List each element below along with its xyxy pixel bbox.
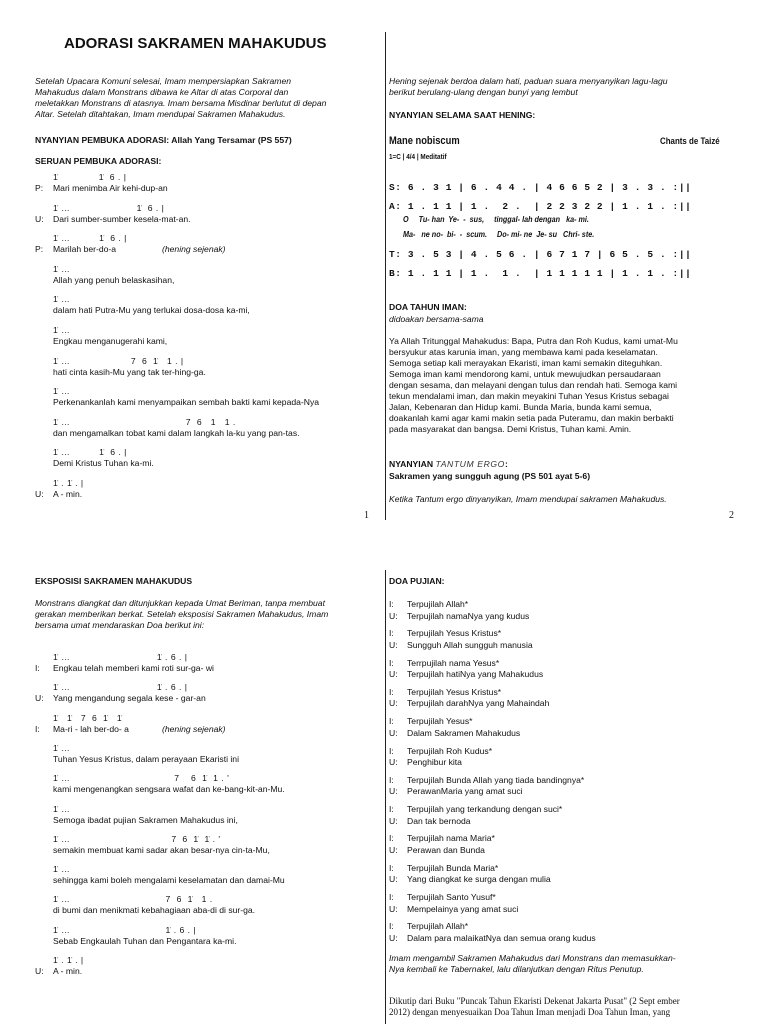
leader-label: I: xyxy=(389,628,394,639)
response-text: Perawan dan Bunda xyxy=(407,844,485,855)
leader-label: I: xyxy=(389,833,394,844)
response-row xyxy=(389,874,551,885)
people-label: U: xyxy=(389,757,398,767)
text-line: Allah yang penuh belaskasihan, xyxy=(53,274,175,285)
invocation-text: Terpujilah Santo Yusuf* xyxy=(407,892,496,902)
invocation-row xyxy=(389,599,468,610)
invocation-row xyxy=(389,833,495,844)
invocation-row xyxy=(389,746,492,757)
speaker-label: P: xyxy=(35,183,44,193)
lyric-line-2: Ma- ne no- bi- - scum. Do- mi- ne Je- su Chri- ste. xyxy=(403,230,595,239)
text-line: kami mengenangkan sengsara wafat dan ke-bang-kit-an-Mu. xyxy=(53,784,285,795)
text-line: di bumi dan menikmati kebahagiaan aba-di di sur-ga. xyxy=(53,905,256,916)
text-line: A - min. xyxy=(53,966,83,976)
response-row xyxy=(389,757,462,768)
speaker-label: U: xyxy=(35,966,44,976)
intro-text xyxy=(389,76,734,98)
text-line: semakin membuat kami sadar akan besar-nya cin-ta-Mu, xyxy=(53,844,270,855)
text-line: Demi Kristus Tuhan ka-mi. xyxy=(53,458,154,469)
response-row xyxy=(389,904,518,915)
speaker-label: U: xyxy=(35,693,44,704)
notation-line: 1̇ … 1̇ 6 . | xyxy=(53,233,127,244)
text-line: Yang mengandung segala kese - gar-an xyxy=(53,693,206,704)
prayer-line: pada masyarakat dan bangsa. Demi Kristus, Tuhan kami. Amin. xyxy=(389,424,632,434)
intro-line: meletakkan Monstrans di atasnya. Imam bersama Misdinar berlutut di depan xyxy=(35,98,327,108)
leader-label: I: xyxy=(389,804,394,815)
invocation-row xyxy=(389,863,498,874)
notation-line: 1̇ 1̇ 7 6 1̇ 1̇ xyxy=(53,712,123,723)
response-row xyxy=(389,669,543,680)
response-text: Mempelainya yang amat suci xyxy=(407,903,519,914)
people-label: U: xyxy=(389,844,398,855)
leader-label: I: xyxy=(389,599,394,609)
seruan-heading: SERUAN PEMBUKA ADORASI: xyxy=(35,156,162,166)
text-line: A - min. xyxy=(53,489,83,499)
doa-subheading: didoakan bersama-sama xyxy=(389,314,484,324)
invocation-text: Terpujilah nama Maria* xyxy=(407,833,495,844)
intro-text xyxy=(35,598,380,631)
prayer-line: bersyukur atas karunia iman, yang membawa kami pada keselamatan. xyxy=(389,347,658,357)
response-text: Terpujilah namaNya yang kudus xyxy=(407,610,530,621)
doa-heading: DOA TAHUN IMAN: xyxy=(389,302,467,312)
intro-line: Mahakudus dalam Monstrans dibawa ke Altar di atas Corporal dan xyxy=(35,87,289,97)
response-text: Terpujilah darahNya yang Mahaindah xyxy=(407,698,550,709)
tantum-note: Ketika Tantum ergo dinyanyikan, Imam mendupai sakramen Mahakudus. xyxy=(389,494,667,504)
rubric-note: (hening sejenak) xyxy=(162,244,226,255)
invocation-row xyxy=(389,892,496,903)
people-label: U: xyxy=(389,727,398,738)
invocation-text: Terpujilah Allah* xyxy=(407,599,469,609)
intro-line: Setelah Upacara Komuni selesai, Imam mempersiapkan Sakramen xyxy=(35,76,292,86)
invocation-text: Terpujilah Yesus Kristus* xyxy=(407,686,502,697)
hymn-heading: NYANYIAN PEMBUKA ADORASI: Allah Yang Tersamar (PS 557) xyxy=(35,135,292,145)
intro-line: Hening sejenak berdoa dalam hati, paduan suara menyanyikan lagu-lagu xyxy=(389,76,668,86)
leader-label: I: xyxy=(389,774,394,785)
text-line: dan mengamalkan tobat kami dalam langkah la-ku yang pan-tas. xyxy=(53,427,300,438)
people-label: U: xyxy=(389,610,398,621)
alto-line: A: 1 . 1 1 | 1 . 2 . | 2 2 3 2 2 | 1 . 1 . :|| xyxy=(389,201,692,212)
page-number: 2 xyxy=(729,510,734,521)
prayer-line: tekun mendalami iman, dan makin meyakini Tuhan Yesus Kristus sebagai xyxy=(389,391,669,401)
text-line: dalam hati Putra-Mu yang terlukai dosa-dosa ka-mi, xyxy=(53,305,250,316)
text-line: Dari sumber-sumber kesela-mat-an. xyxy=(53,213,191,224)
people-label: U: xyxy=(389,786,398,797)
text-line: Tuhan Yesus Kristus, dalam perayaan Ekaristi ini xyxy=(53,753,239,764)
page-title: ADORASI SAKRAMEN MAHAKUDUS xyxy=(64,35,327,52)
rubric-note: (hening sejenak) xyxy=(162,723,226,734)
speaker-label: P: xyxy=(35,244,44,255)
invocation-text: Terrpujilah nama Yesus* xyxy=(407,657,500,668)
response-text: PerawanMaria yang amat suci xyxy=(407,786,523,797)
response-row xyxy=(389,611,529,622)
response-row xyxy=(389,816,471,827)
people-label: U: xyxy=(389,698,398,709)
notation-line: 1̇ … 1̇ 6 . | xyxy=(53,447,127,458)
page-number: 1 xyxy=(364,510,369,521)
response-row xyxy=(389,728,520,739)
leader-label: I: xyxy=(389,716,394,727)
response-text: Dan tak bernoda xyxy=(407,815,471,826)
notation-line: 1̇ … 1̇ 6 . | xyxy=(53,202,165,213)
text-line: Engkau menganugerahi kami, xyxy=(53,336,168,346)
response-row xyxy=(389,845,485,856)
song-credit: Chants de Taizé xyxy=(660,136,720,146)
response-text: Terpujilah hatiNya yang Mahakudus xyxy=(407,669,544,680)
notation-line: 1̇ . 1̇ . | xyxy=(53,955,84,965)
prayer-text xyxy=(389,336,734,435)
response-row xyxy=(389,933,596,944)
column-divider xyxy=(385,32,386,520)
invocation-row xyxy=(389,658,499,669)
prayer-line: Jalan, Kebenaran dan Hidup kami. Bunda Maria, bunda kami semua, xyxy=(389,402,652,412)
people-label: U: xyxy=(389,815,398,826)
people-label: U: xyxy=(389,932,398,943)
notation-line: 1̇ … xyxy=(53,803,71,814)
invocation-text: Terpujilah Roh Kudus* xyxy=(407,745,493,756)
column-divider xyxy=(385,570,386,1024)
notation-line: 1̇ … xyxy=(53,294,71,305)
invocation-text: Terpujilah Allah* xyxy=(407,921,469,932)
people-label: U: xyxy=(389,639,398,650)
intro-line: Altar. Setelah ditahtakan, Imam mendupai Sakramen Mahakudus. xyxy=(35,109,286,119)
notation-line: 1̇ … xyxy=(53,325,71,335)
speaker-label: I: xyxy=(35,723,40,734)
intro-line: gerakan memberikan berkat. Setelah eksposisi Sakramen Mahakudus, Imam xyxy=(35,609,329,619)
invocation-row xyxy=(389,716,472,727)
hening-heading: NYANYIAN SELAMA SAAT HENING: xyxy=(389,110,536,120)
text-line: Engkau telah memberi kami roti sur-ga- wi xyxy=(53,663,214,673)
invocation-row xyxy=(389,628,501,639)
invocation-text: Terpujilah yang terkandung dengan suci* xyxy=(407,804,563,815)
bass-line: B: 1 . 1 1 | 1 . 1 . | 1 1 1 1 1 | 1 . 1 . :|| xyxy=(389,268,692,279)
notation-line: 1̇ … 7 6 1̇ 1 . xyxy=(53,894,213,905)
invocation-row xyxy=(389,687,501,698)
invocation-text: Terpujilah Yesus* xyxy=(407,716,473,727)
text-line: Ma-ri - lah ber-do- a xyxy=(53,723,129,734)
invocation-text: Terpujilah Yesus Kristus* xyxy=(407,628,502,639)
leader-label: I: xyxy=(389,921,394,932)
prayer-line: Ya Allah Tritunggal Mahakudus: Bapa, Putra dan Roh Kudus, kami umat-Mu xyxy=(389,336,678,346)
notation-line: 1̇ … xyxy=(53,263,71,274)
notation-line: 1̇ … xyxy=(53,864,71,875)
invocation-row xyxy=(389,804,562,815)
closing-note xyxy=(389,953,734,975)
notation-line: 1̇ … 1̇ . 6 . | xyxy=(53,682,188,693)
response-row xyxy=(389,640,533,651)
song-title: Mane nobiscum xyxy=(389,135,460,147)
text-line: Marilah ber-do-a xyxy=(53,244,117,255)
text-line: sehingga kami boleh mengalami keselamatan dan damai-Mu xyxy=(53,875,285,886)
notation-line: 1̇ … xyxy=(53,386,71,397)
people-label: U: xyxy=(389,903,398,914)
response-text: Penghibur kita xyxy=(407,757,462,767)
source-note xyxy=(389,996,734,1018)
speaker-label: I: xyxy=(35,663,40,673)
response-text: Dalam para malaikatNya dan semua orang kudus xyxy=(407,932,596,943)
source-line: 2012) dengan menyesuaikan Doa Tahun Iman menjadi Doa Tahun Iman, yang xyxy=(389,1007,671,1017)
text-line: Sebab Engkaulah Tuhan dan Pengantara ka-mi. xyxy=(53,935,237,946)
speaker-label: U: xyxy=(35,213,44,224)
notation-line: 1̇ … 7 6 1 1 . xyxy=(53,416,236,427)
tantum-prefix: NYANYIAN xyxy=(389,459,434,469)
closing-line: Nya kembali ke Tabernakel, lalu dilanjutkan dengan Ritus Penutup. xyxy=(389,964,644,974)
prayer-line: dengan sesama, dan melayani dengan tulus dan rendah hati. Semoga kami xyxy=(389,380,678,390)
tenor-line: T: 3 . 5 3 | 4 . 5 6 . | 6 7 1 7 | 6 5 . 5 . :|| xyxy=(389,249,692,260)
text-line: Perkenankanlah kami menyampaikan sembah bakti kami kepada-Nya xyxy=(53,397,320,408)
notation-line: 1̇ … 1̇ . 6 . | xyxy=(53,652,188,662)
text-line: Semoga ibadat pujian Sakramen Mahakudus ini, xyxy=(53,814,238,825)
intro-line: Monstrans diangkat dan ditunjukkan kepada Umat Beriman, tanpa membuat xyxy=(35,598,325,608)
tantum-colon: : xyxy=(504,459,508,469)
text-line: hati cinta kasih-Mu yang tak ter-hing-ga. xyxy=(53,366,206,377)
prayer-line: Semoga iman kami mendorong kami, untuk mewujudkan persaudaraan xyxy=(389,369,661,379)
closing-line: Imam mengambil Sakramen Mahakudus dari Monstrans dan memasukkan- xyxy=(389,953,676,963)
tantum-word: TANTUM ERGO xyxy=(435,459,505,469)
speaker-label: U: xyxy=(35,489,44,499)
invocation-row xyxy=(389,775,584,786)
leader-label: I: xyxy=(389,862,394,873)
response-row xyxy=(389,698,549,709)
lyric-line-1: O Tu- han Ye- - sus, tinggal- lah dengan ka- mi. xyxy=(403,215,589,224)
tantum-subheading: Sakramen yang sungguh agung (PS 501 ayat 5-6) xyxy=(389,471,591,481)
prayer-line: doakanlah kami agar kami makin setia pada Puteramu, dan makin berbakti xyxy=(389,413,674,423)
notation-line: 1̇ . 1̇ . | xyxy=(53,478,84,488)
people-label: U: xyxy=(389,874,398,885)
eksposisi-heading: EKSPOSISI SAKRAMEN MAHAKUDUS xyxy=(35,576,193,586)
leader-label: I: xyxy=(389,686,394,697)
tantum-heading xyxy=(389,459,508,470)
invocation-text: Terpujilah Bunda Maria* xyxy=(407,862,499,873)
leader-label: I: xyxy=(389,745,394,756)
text-line: Mari menimba Air kehi-dup-an xyxy=(53,183,168,193)
notation-line: 1̇ … 7 6 1̇ 1 . ' xyxy=(53,773,230,784)
invocation-row xyxy=(389,921,468,932)
intro-line: bersama umat mendaraskan Doa berikut ini: xyxy=(35,620,205,630)
intro-line: berikut berulang-ulang dengan bunyi yang lembut xyxy=(389,87,578,97)
invocation-text: Terpujilah Bunda Allah yang tiada bandingnya* xyxy=(407,774,585,785)
response-text: Dalam Sakramen Mahakudus xyxy=(407,727,521,738)
response-text: Yang diangkat ke surga dengan mulia xyxy=(407,874,551,885)
leader-label: I: xyxy=(389,657,394,668)
notation-line: 1̇ … 7 6 1̇ 1̇ . ' xyxy=(53,833,221,844)
prayer-line: Semoga setiap kali merayakan Ekaristi, iman kami semakin diteguhkan. xyxy=(389,358,663,368)
notation-line: 1̇ … 7 6 1̇ 1 . | xyxy=(53,355,184,366)
people-label: U: xyxy=(389,669,398,680)
source-line: Dikutip dari Buku "Puncak Tahun Ekaristi Dekenat Jakarta Pusat" (2 Sept ember xyxy=(389,996,680,1006)
notation-line: 1̇ 1̇ 6 . | xyxy=(53,172,127,182)
response-text: Sungguh Allah sungguh manusia xyxy=(407,639,533,650)
doa-pujian-heading: DOA PUJIAN: xyxy=(389,576,445,586)
soprano-line: S: 6 . 3 1 | 6 . 4 4 . | 4 6 6 5 2 | 3 . 3 . :|| xyxy=(389,182,692,193)
notation-line: 1̇ … 1̇ . 6 . | xyxy=(53,924,197,935)
response-row xyxy=(389,786,523,797)
song-key: 1=C | 4/4 | Meditatif xyxy=(389,152,447,161)
leader-label: I: xyxy=(389,892,394,902)
notation-line: 1̇ … xyxy=(53,742,71,753)
intro-text xyxy=(35,76,380,120)
